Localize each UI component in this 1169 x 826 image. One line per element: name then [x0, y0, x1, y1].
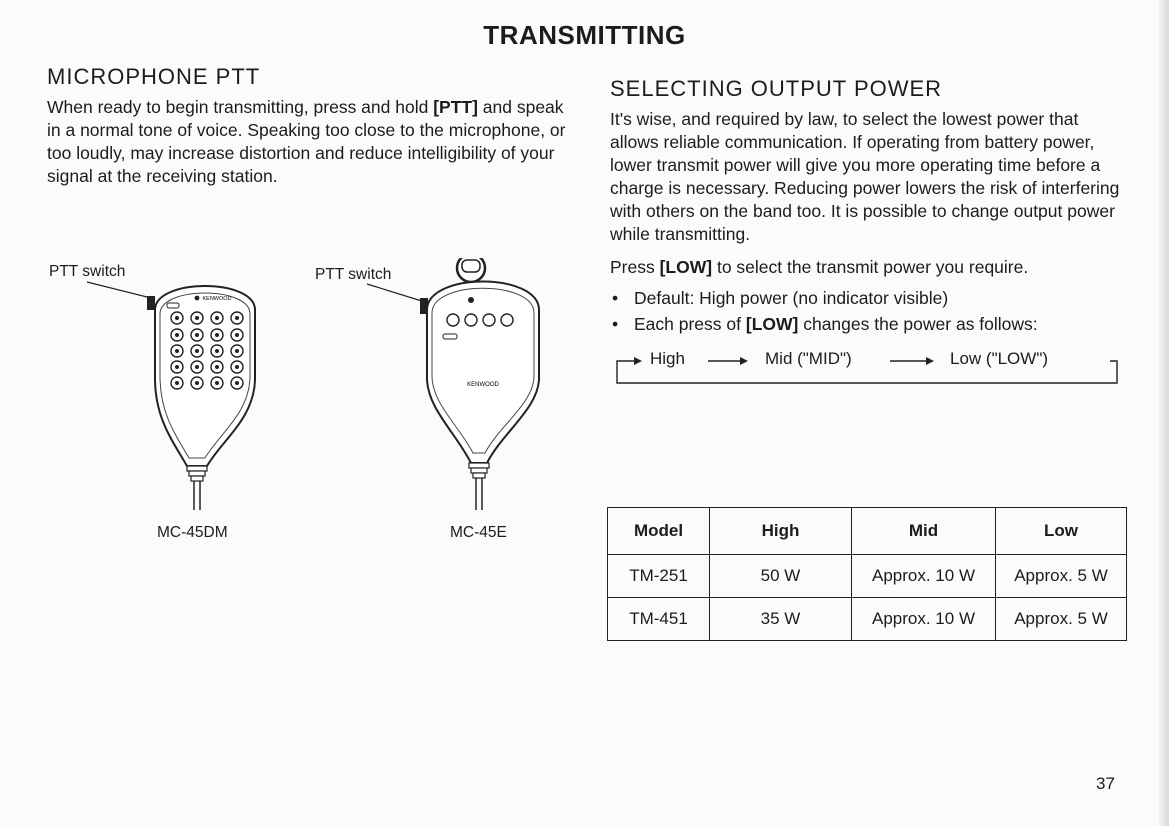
- brand-label-right: KENWOOD: [467, 382, 499, 388]
- cycle-high: High: [650, 349, 685, 368]
- model-label-mc45e: MC-45E: [450, 524, 507, 541]
- table-cell: Approx. 10 W: [852, 555, 996, 598]
- cycle-low: Low ("LOW"): [950, 349, 1049, 368]
- bullet-2-low-key: [LOW]: [745, 314, 799, 334]
- table-header: Mid: [852, 508, 996, 555]
- output-power-heading: SELECTING OUTPUT POWER: [610, 76, 943, 101]
- table-cell: TM-251: [608, 555, 710, 598]
- table-cell: Approx. 5 W: [996, 598, 1127, 641]
- table-header: High: [710, 508, 852, 555]
- mc-45dm-microphone: [147, 286, 255, 510]
- table-row: [608, 598, 1127, 641]
- page-edge-shadow: [1159, 0, 1169, 826]
- power-cycle-diagram: [610, 341, 1124, 391]
- table-header-row: [608, 508, 1127, 555]
- table-cell: 35 W: [710, 598, 852, 641]
- table-cell: 50 W: [710, 555, 852, 598]
- bullet-2-suffix: changes the power as follows:: [798, 314, 1038, 334]
- page-number: 37: [1096, 774, 1115, 793]
- bullet-2-prefix: Each press of: [634, 314, 746, 334]
- output-power-table: [607, 507, 1127, 641]
- microphone-figure: [47, 258, 567, 548]
- ptt-switch-label-left: PTT switch: [49, 263, 126, 280]
- ptt-key-label: [PTT]: [433, 97, 478, 117]
- power-bullet-list: [610, 285, 1130, 337]
- microphone-text-1: When ready to begin transmitting, press and hold: [47, 97, 434, 117]
- model-label-mc45dm: MC-45DM: [157, 524, 228, 541]
- microphone-heading: MICROPHONE PTT: [47, 64, 261, 89]
- output-power-intro: It's wise, and required by law, to select the lowest power that allows reliable communication. If operating from battery power, lower transmit power will give you more operating time before a charge is necessary. Reducing power lowers the risk of interfering with others on the band too. It is possible to change output power while transmitting.: [610, 109, 1120, 244]
- cycle-mid: Mid ("MID"): [765, 349, 852, 368]
- table-cell: Approx. 10 W: [852, 598, 996, 641]
- table-header: Low: [996, 508, 1127, 555]
- press-low-instruction: [610, 256, 1130, 279]
- table-cell: Approx. 5 W: [996, 555, 1127, 598]
- microphone-illustration: [47, 258, 567, 548]
- table-header: Model: [608, 508, 710, 555]
- press-low-suffix: to select the transmit power you require.: [712, 257, 1029, 277]
- table-row: [608, 555, 1127, 598]
- mc-45e-microphone: [420, 258, 539, 510]
- microphone-paragraph: [47, 96, 577, 188]
- microphone-text-2: and speak in a normal tone of voice. Speaking too close to the microphone, or too loudly, may increase distortion and reduce intelligibility of your signal at the receiving station.: [47, 97, 566, 186]
- brand-label-left: KENWOOD: [202, 296, 232, 302]
- page-title: TRANSMITTING: [483, 20, 686, 50]
- output-power-section: [610, 76, 1130, 391]
- microphone-section: [47, 64, 577, 188]
- press-low-prefix: Press: [610, 257, 660, 277]
- bullet-each-press: [610, 311, 1130, 337]
- bullet-default: • Default: High power (no indicator visible): [610, 285, 1130, 311]
- ptt-switch-label-right: PTT switch: [315, 266, 392, 283]
- table-cell: TM-451: [608, 598, 710, 641]
- low-key-label: [LOW]: [659, 257, 713, 277]
